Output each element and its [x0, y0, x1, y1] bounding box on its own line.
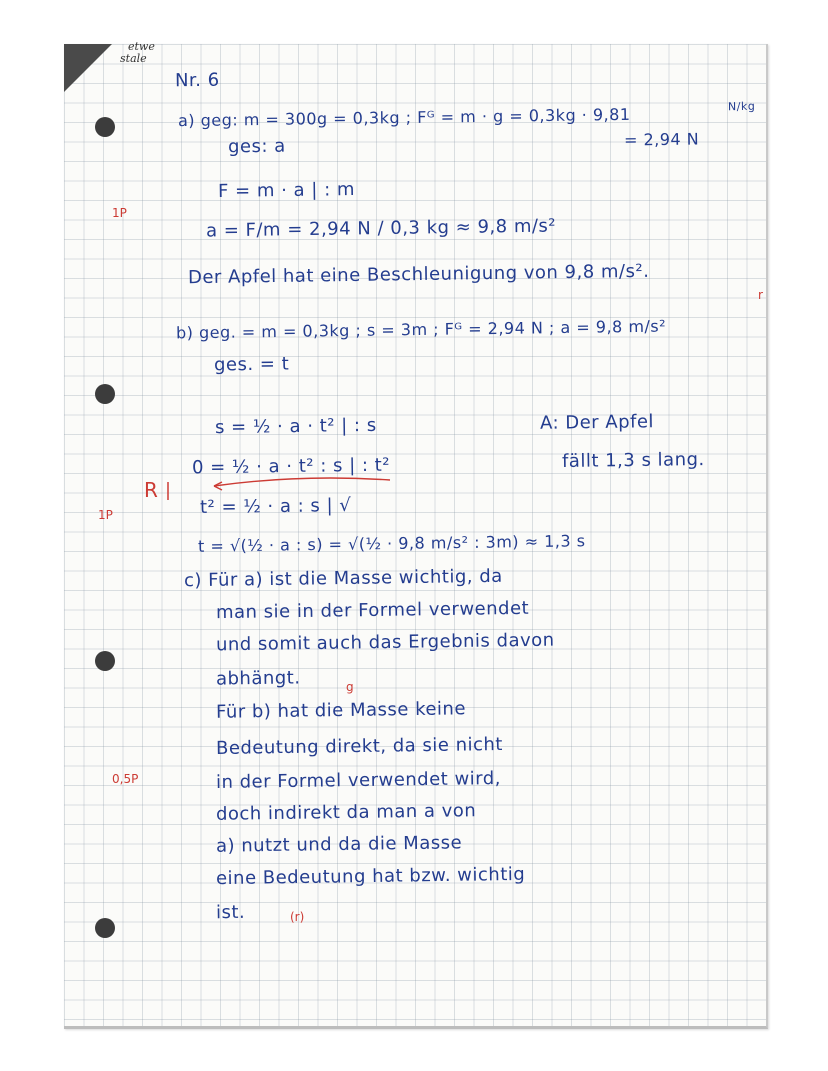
part-c-line: c) Für a) ist die Masse wichtig, da	[183, 565, 503, 592]
part-a-sought: ges: a	[227, 135, 286, 158]
corner-note-line2: stale	[120, 52, 147, 65]
part-c-line: Bedeutung direkt, da sie nicht	[215, 733, 504, 760]
part-a-given: a) geg: m = 300g = 0,3kg ; Fᴳ = m · g = 0,3kg · 9,81	[177, 104, 631, 131]
part-b-given: b) geg. = m = 0,3kg ; s = 3m ; Fᴳ = 2,94 N ; a = 9,8 m/s²	[175, 316, 667, 343]
part-c-line: ist.	[215, 901, 246, 924]
margin-points-a: 1P	[112, 206, 127, 220]
part-b-sought: ges. = t	[213, 353, 290, 376]
correction-mark-r-small: r	[758, 288, 763, 302]
part-a-calculation: a = F/m = 2,94 N / 0,3 kg ≈ 9,8 m/s²	[205, 215, 557, 242]
correction-arrow	[214, 478, 390, 486]
part-b-step1: 0 = ½ · a · t² : s | : t²	[191, 454, 391, 479]
correction-mark-r: R	[144, 478, 158, 502]
margin-points-c: 0,5P	[112, 772, 139, 786]
correction-mark-g: g	[346, 680, 354, 694]
margin-points-b: 1P	[98, 508, 113, 522]
part-b-step3: t = √(½ · a : s) = √(½ · 9,8 m/s² : 3m) ≈ 1,3 s	[197, 531, 586, 556]
part-b-answer-line2: fällt 1,3 s lang.	[561, 449, 705, 472]
part-c-line: eine Bedeutung hat bzw. wichtig	[215, 863, 526, 890]
part-b-step2: t² = ½ · a : s | √	[199, 494, 352, 519]
part-a-formula: F = m · a | : m	[217, 179, 356, 202]
correction-mark-r-paren: (r)	[290, 910, 305, 924]
part-c-line: und somit auch das Ergebnis davon	[215, 629, 555, 656]
part-c-line: a) nutzt und da die Masse	[215, 832, 463, 857]
corner-note-line1: etwe	[128, 40, 155, 53]
part-c-line: in der Formel verwendet wird,	[215, 768, 502, 793]
part-a-given-result: = 2,94 N	[623, 129, 700, 150]
part-b-answer-line1: A: Der Apfel	[539, 411, 655, 434]
part-a-given-unit: N/kg	[727, 99, 756, 114]
part-c-line: Für b) hat die Masse keine	[215, 698, 467, 723]
part-c-line: man sie in der Formel verwendet	[215, 597, 530, 624]
part-a-answer: Der Apfel hat eine Beschleunigung von 9,8 m/s².	[187, 260, 650, 289]
part-c-line: doch indirekt da man a von	[215, 800, 477, 825]
part-c-line: abhängt.	[215, 667, 301, 690]
task-number: Nr. 6	[174, 69, 220, 92]
part-b-formula: s = ½ · a · t² | : s	[214, 414, 377, 439]
